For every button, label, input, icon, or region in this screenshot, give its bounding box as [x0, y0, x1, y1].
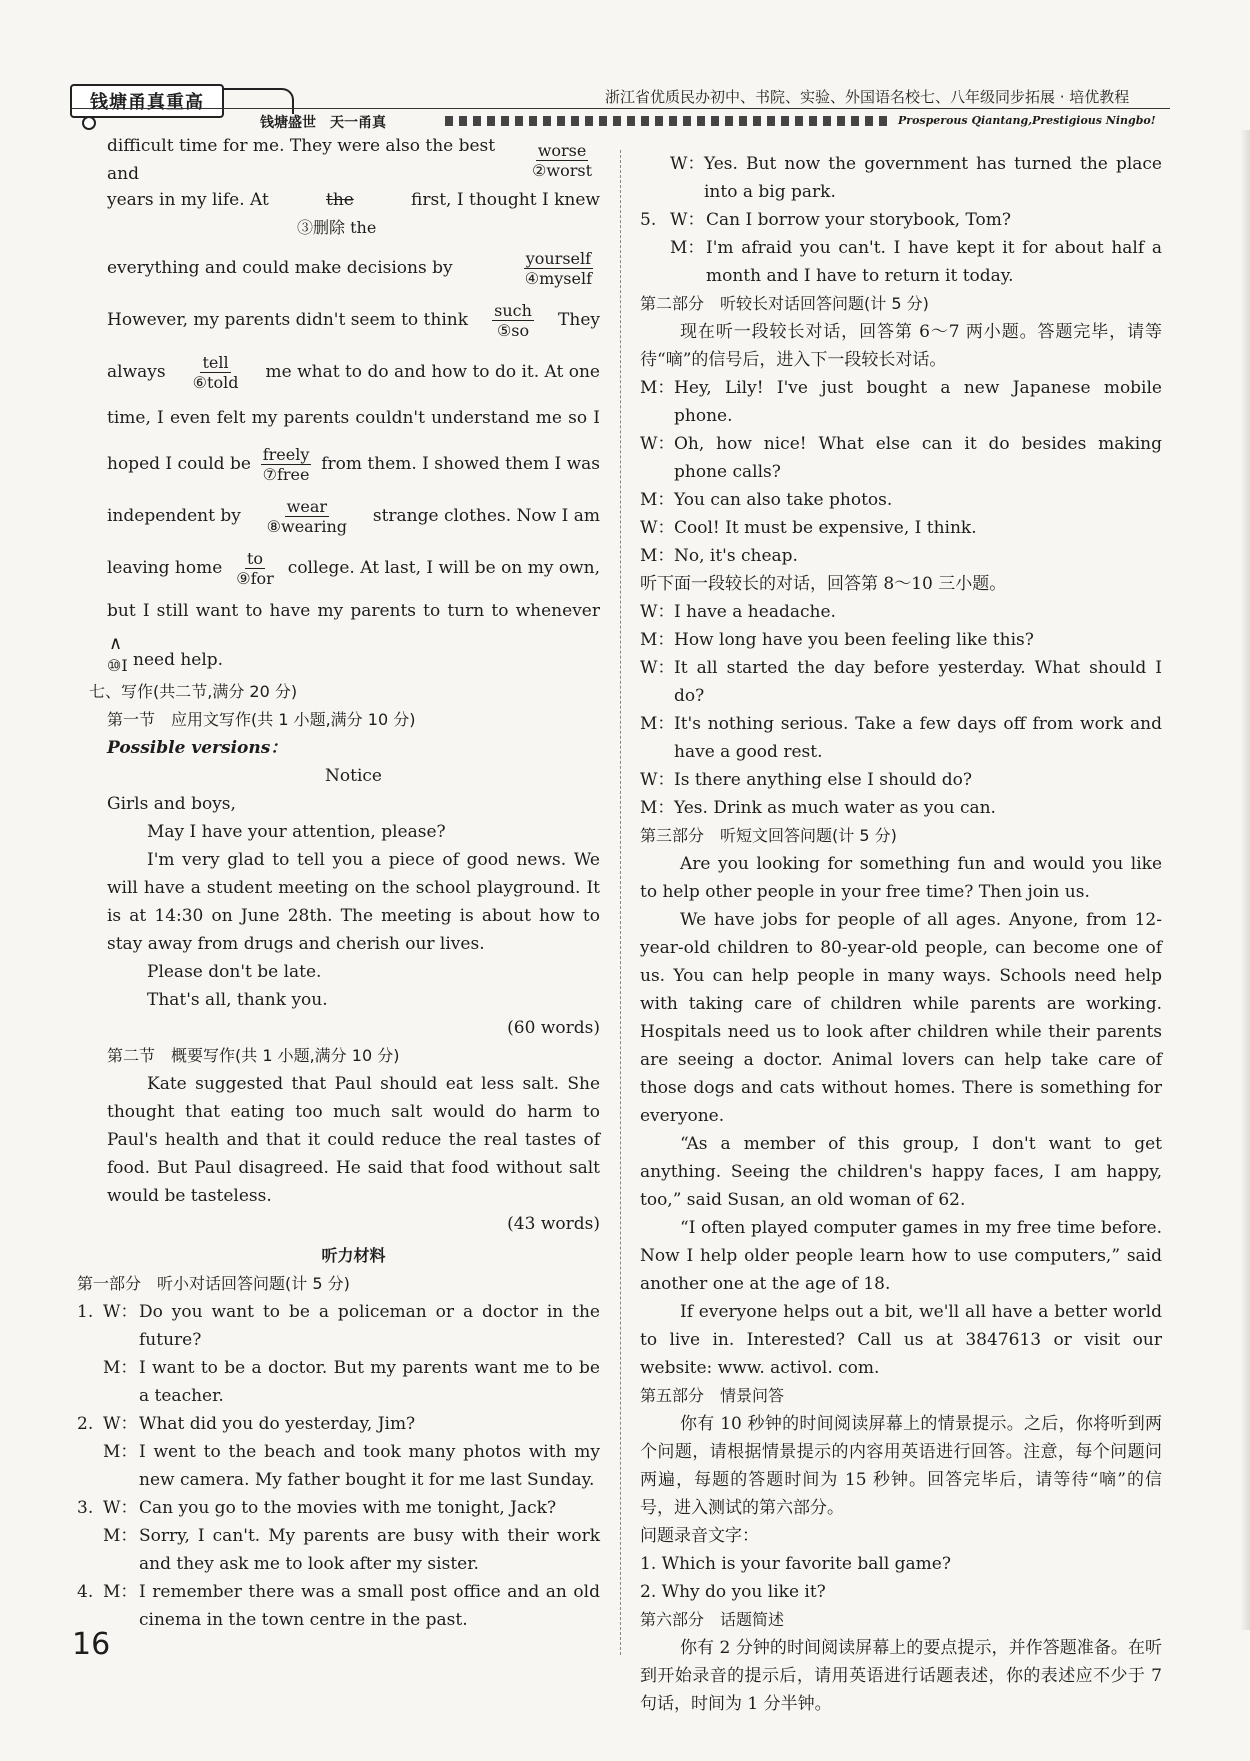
dialog-text: It all started the day before yesterday. What should I do?: [674, 658, 1162, 706]
speaker: W：: [640, 658, 675, 678]
part-title: 第二部分 听较长对话回答问题(计 5 分): [640, 294, 929, 313]
dialog-line: [640, 486, 1162, 514]
dialog-text: Sorry, I can't. My parents are busy with their work and they ask me to look after my sister.: [139, 1526, 600, 1574]
correction-top: yourself: [525, 248, 592, 268]
speaker: W：: [670, 154, 705, 174]
answer-line: but I still want to have my parents to turn to whenever: [107, 601, 600, 621]
dialog-line: [640, 514, 1162, 542]
script-label: 问题录音文字：: [640, 1526, 759, 1546]
dialog-line: [77, 1578, 600, 1634]
speaker: W：: [640, 770, 675, 790]
dialog-line: [670, 150, 1162, 206]
page-header: [70, 78, 1170, 132]
dialog-line: [640, 626, 1162, 654]
dialog-line: [77, 1494, 600, 1522]
speaker: W：: [103, 1414, 138, 1434]
dialog-text: Yes. Drink as much water as you can.: [674, 798, 996, 818]
correction-top: worse: [537, 140, 587, 160]
answer-line: [107, 628, 600, 678]
answer-line: [107, 294, 600, 346]
notice-paragraph: May I have your attention, please?: [147, 822, 446, 842]
brand-tab-decoration: [222, 88, 294, 114]
text: years in my life. At: [107, 190, 269, 210]
dialog-line: [640, 794, 1162, 822]
speaker: M：: [640, 714, 675, 734]
correction-top: such: [494, 300, 532, 320]
instructions: 你有 10 秒钟的时间阅读屏幕上的情景提示。之后，你将听到两个问题，请根据情景提示的内容用英语进行回答。注意，每个问题问两遍，每题的答题时间为 15 秒钟。回答完毕后，请等待“嘀”的信号，进入测试的第六部分。: [640, 1414, 1162, 1518]
dialog-line: [640, 374, 1162, 430]
dialog-line: [77, 1354, 600, 1410]
correction: [530, 141, 594, 180]
passage-paragraph: “As a member of this group, I don't want to get anything. Seeing the children's happy faces, I am happy, too,” said Susan, an old woman of 62.: [640, 1134, 1162, 1210]
notice-paragraph: That's all, thank you.: [147, 990, 328, 1010]
dialog-text: What did you do yesterday, Jim?: [139, 1414, 416, 1434]
correction-bottom: ④myself: [524, 268, 592, 288]
text: strange clothes. Now I am: [372, 506, 600, 526]
possible-versions-label: Possible versions：: [107, 738, 288, 758]
dialog-list: [77, 1298, 600, 1634]
caret-mark: ∧: [109, 633, 123, 654]
part-title: 第六部分 话题简述: [640, 1610, 785, 1629]
correction-top: to: [247, 548, 264, 568]
dialog-line: [640, 654, 1162, 710]
speaker: M：: [640, 490, 675, 510]
passage-paragraph: Are you looking for something fun and would you like to help other people in your free time? Then join us.: [640, 854, 1162, 902]
answer-line: [107, 346, 600, 398]
dialog-number: 2.: [77, 1414, 94, 1434]
correction: [191, 353, 241, 392]
correction: [523, 249, 594, 288]
speaker: M：: [640, 630, 675, 650]
correction: [261, 445, 312, 484]
dialog-line: [640, 766, 1162, 794]
dialog-number: 5.: [640, 210, 657, 230]
answer-line: [107, 542, 600, 594]
speaker: M：: [103, 1526, 138, 1546]
correction-top: wear: [286, 496, 328, 516]
speaker: M：: [103, 1582, 138, 1602]
dialog-text: I went to the beach and took many photos with my new camera. My father bought it for me last Sunday.: [139, 1442, 600, 1490]
header-rule: [70, 108, 1170, 109]
correction-bottom: ⑦free: [262, 464, 310, 484]
correction-bottom: ②worst: [532, 160, 592, 180]
dialog-line: [77, 1522, 600, 1578]
text: always: [107, 362, 166, 382]
speaker: W：: [670, 210, 705, 230]
insert-word: ⑩I: [107, 656, 128, 675]
part-title: 第三部分 听短文回答问题(计 5 分): [640, 826, 897, 845]
dialog-text: Cool! It must be expensive, I think.: [674, 518, 977, 538]
dialog-text: I'm afraid you can't. I have kept it for about half a month and I have to return it today.: [706, 238, 1162, 286]
notice-greeting: Girls and boys,: [107, 794, 236, 814]
word-count: (43 words): [507, 1214, 600, 1234]
dialog-line: [640, 542, 1162, 570]
text: However, my parents didn't seem to think: [107, 310, 469, 330]
answer-line: [107, 182, 600, 218]
correction-bottom: ⑨for: [236, 568, 274, 588]
subsection-title: 第二节 概要写作(共 1 小题,满分 10 分): [107, 1046, 400, 1065]
dialog-text: Do you want to be a policeman or a doctor in the future?: [139, 1302, 600, 1350]
dialog-text: I have a headache.: [674, 602, 836, 622]
dialog-line: [640, 206, 1162, 234]
text: difficult time for me. They were also the best and: [107, 136, 496, 184]
part-title: 第五部分 情景问答: [640, 1386, 785, 1405]
subsection-title: 第一节 应用文写作(共 1 小题,满分 10 分): [107, 710, 416, 729]
instructions: 你有 2 分钟的时间阅读屏幕上的要点提示，并作答题准备。在听到开始录音的提示后，请用英语进行话题表述，你的表述应不少于 7 句话，时间为 1 分半钟。: [640, 1638, 1162, 1714]
page-number: 16: [72, 1627, 111, 1662]
correction-top: freely: [262, 444, 310, 464]
word-count: (60 words): [507, 1018, 600, 1038]
text: need help.: [133, 650, 224, 670]
text: college. At last, I will be on my own,: [287, 558, 600, 578]
text: leaving home: [107, 558, 223, 578]
dialog-text: It's nothing serious. Take a few days off from work and have a good rest.: [674, 714, 1162, 762]
speaker: M：: [640, 546, 675, 566]
text: everything and could make decisions by: [107, 258, 453, 278]
speaker: W：: [103, 1498, 138, 1518]
answer-line: [107, 490, 600, 542]
passage-paragraph: If everyone helps out a bit, we'll all have a better world to live in. Interested? Call us at 3847613 or visit our website: www. activol. com.: [640, 1302, 1162, 1378]
dialog-line: [77, 1298, 600, 1354]
dialog-text: No, it's cheap.: [674, 546, 798, 566]
dialog-line: [640, 598, 1162, 626]
dialog-text: Can you go to the movies with me tonight, Jack?: [139, 1498, 557, 1518]
dialog-text: I remember there was a small post office and an old cinema in the town centre in the past.: [139, 1582, 600, 1630]
dialog-text: How long have you been feeling like this?: [674, 630, 1034, 650]
instructions: 听下面一段较长的对话，回答第 8～10 三小题。: [640, 574, 1007, 594]
speaker: M：: [103, 1358, 138, 1378]
dialog-line: [640, 710, 1162, 766]
question: 1. Which is your favorite ball game?: [640, 1554, 951, 1574]
section-title: 七、写作(共二节,满分 20 分): [89, 682, 298, 701]
dialog-number: 4.: [77, 1582, 94, 1602]
speaker: W：: [640, 518, 675, 538]
right-column: [640, 150, 1162, 1718]
dialog-text: Is there anything else I should do?: [674, 770, 973, 790]
answer-line: [107, 438, 600, 490]
speaker: M：: [670, 238, 705, 258]
dialog-number: 1.: [77, 1302, 94, 1322]
page-edge-shadow: [1240, 130, 1250, 1630]
passage-paragraph: “I often played computer games in my free time before. Now I help older people learn how to use computers,” said another one at the age of 18.: [640, 1218, 1162, 1294]
dialog-text: Oh, how nice! What else can it do besides making phone calls?: [674, 434, 1162, 482]
column-divider: [620, 150, 621, 1655]
summary-paragraph: Kate suggested that Paul should eat less salt. She thought that eating too much salt would do harm to Paul's health and that it could reduce the real tastes of food. But Paul disagreed. He said that food without salt would be tasteless.: [107, 1074, 600, 1206]
dialog-text: I want to be a doctor. But my parents want me to be a teacher.: [139, 1358, 600, 1406]
speaker: M：: [640, 378, 675, 398]
dialog-line: [640, 430, 1162, 486]
dialog-number: 3.: [77, 1498, 94, 1518]
correction: [492, 301, 534, 340]
speaker: M：: [103, 1442, 138, 1462]
correction-top: tell: [202, 352, 229, 372]
deleted-word: the: [326, 190, 354, 210]
speaker: W：: [640, 434, 675, 454]
text: independent by: [107, 506, 241, 526]
notice-paragraph: I'm very glad to tell you a piece of good news. We will have a student meeting on the school playground. It is at 14:30 on June 28th. The meeting is about how to stay away from drugs and cherish our lives.: [107, 850, 600, 954]
instructions: 现在听一段较长对话，回答第 6～7 两小题。答题完毕，请等待“嘀”的信号后，进入下一段较长对话。: [640, 322, 1162, 370]
notice-paragraph: Please don't be late.: [147, 962, 322, 982]
correction: [265, 497, 349, 536]
speaker: M：: [640, 798, 675, 818]
answer-line: [107, 242, 600, 294]
series-title: 浙江省优质民办初中、书院、实验、外国语名校七、八年级同步拓展 · 培优教程: [605, 88, 1130, 106]
dialog-line: [77, 1438, 600, 1494]
ring-icon: [82, 116, 96, 130]
text: from them. I showed them I was: [321, 454, 600, 474]
dialog-line: [77, 1410, 600, 1438]
dialog-text: Yes. But now the government has turned the place into a big park.: [704, 154, 1162, 202]
listening-title: 听力材料: [321, 1246, 386, 1265]
left-column: [77, 136, 600, 1634]
correction-note: ③删除 the: [297, 218, 377, 237]
answer-line: time, I even felt my parents couldn't understand me so I: [107, 408, 600, 428]
text: first, I thought I knew: [411, 190, 600, 210]
correction: [234, 549, 276, 588]
dialog-line: [640, 234, 1162, 290]
part-title: 第一部分 听小对话回答问题(计 5 分): [77, 1274, 350, 1293]
speaker: W：: [640, 602, 675, 622]
notice-title: Notice: [325, 766, 382, 786]
dialog-text: Hey, Lily! I've just bought a new Japanese mobile phone.: [674, 378, 1162, 426]
speaker: W：: [103, 1302, 138, 1322]
slogan: 钱塘盛世 天一甬真: [260, 115, 386, 131]
correction-bottom: ⑧wearing: [266, 516, 348, 536]
question: 2. Why do you like it?: [640, 1582, 826, 1602]
correction-bottom: ⑥told: [192, 372, 239, 392]
text: They: [558, 310, 600, 330]
text: me what to do and how to do it. At one: [265, 362, 600, 382]
dialog-text: You can also take photos.: [674, 490, 893, 510]
dialog-text: Can I borrow your storybook, Tom?: [706, 210, 1011, 230]
passage-paragraph: We have jobs for people of all ages. Anyone, from 12-year-old children to 80-year-old people, can become one of us. You can help people in many ways. Schools need help with taking care of children while parents are working. Hospitals need us to look after children while their parents are seeing a doctor. Animal lovers can help take care of those dogs and cats without homes. There is something for everyone.: [640, 910, 1162, 1126]
text: hoped I could be: [107, 454, 251, 474]
english-slogan: Prosperous Qiantang,Prestigious Ningbo!: [898, 114, 1156, 127]
decorative-stripe: [445, 116, 890, 126]
answer-line: [107, 138, 600, 182]
brand-logo: 钱塘甬真重高: [70, 84, 224, 118]
correction-bottom: ⑤so: [496, 320, 530, 340]
